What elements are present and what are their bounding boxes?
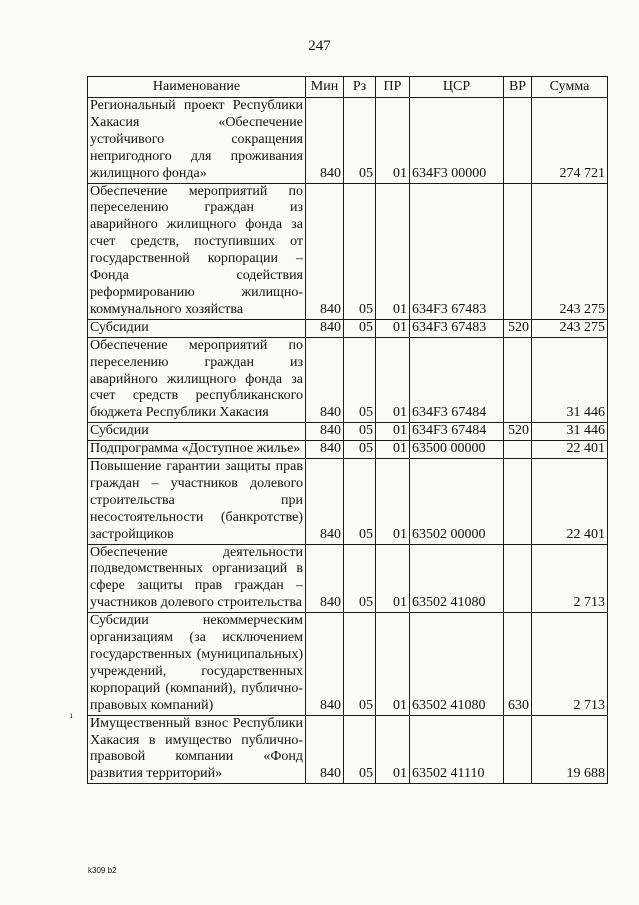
budget-table [87,76,608,784]
cell-name: Субсидии [88,423,306,441]
cell-name: Региональный проект Республики Хакасия «Обеспечение устойчивого сокращения непригодного для проживания жилищного фонда» [88,98,306,184]
cell-csr: 63502 41080 [410,613,504,715]
cell-name: Обеспечение мероприятий по переселению граждан из аварийного жилищного фонда за счет средств, поступивших от государственной корпорации – Фонда содействия реформированию жилищно-коммунального хозяйства [88,183,306,319]
header-pr: ПР [376,77,410,98]
cell-vr [504,544,532,613]
cell-name: Субсидии [88,319,306,337]
cell-sum: 243 275 [532,183,608,319]
table-row [88,613,608,715]
header-csr: ЦСР [410,77,504,98]
table-row [88,183,608,319]
page-number: 247 [308,38,331,54]
cell-rz: 05 [344,319,376,337]
cell-sum: 2 713 [532,544,608,613]
cell-name: Субсидии некоммерческим организациям (за исключением государственных (муниципальных) учреждений, государственных корпораций (компаний), публично-правовых компаний) [88,613,306,715]
cell-vr: 520 [504,319,532,337]
cell-sum: 31 446 [532,337,608,423]
cell-name: Обеспечение мероприятий по переселению граждан из аварийного жилищного фонда за счет средств республиканского бюджета Республики Хакасия [88,337,306,423]
cell-sum: 19 688 [532,715,608,784]
margin-mark: ı [70,710,73,720]
table-row [88,337,608,423]
cell-pr: 01 [376,613,410,715]
cell-pr: 01 [376,544,410,613]
cell-sum: 274 721 [532,98,608,184]
cell-csr: 63502 00000 [410,459,504,545]
cell-pr: 01 [376,183,410,319]
cell-vr: 630 [504,613,532,715]
cell-csr: 634F3 67483 [410,319,504,337]
cell-min: 840 [306,98,344,184]
cell-min: 840 [306,613,344,715]
cell-pr: 01 [376,319,410,337]
footer-code: k309 b2 [88,866,117,875]
table-row [88,423,608,441]
cell-vr [504,441,532,459]
table-row [88,715,608,784]
table-row [88,544,608,613]
cell-min: 840 [306,183,344,319]
cell-min: 840 [306,423,344,441]
cell-pr: 01 [376,715,410,784]
table-row [88,459,608,545]
cell-name: Обеспечение деятельности подведомственных организаций в сфере защиты прав граждан – участников долевого строительства [88,544,306,613]
cell-csr: 634F3 00000 [410,98,504,184]
header-name: Наименование [88,77,306,98]
cell-rz: 05 [344,613,376,715]
cell-vr [504,337,532,423]
table-row [88,441,608,459]
cell-csr: 634F3 67483 [410,183,504,319]
cell-min: 840 [306,715,344,784]
cell-csr: 63500 00000 [410,441,504,459]
cell-pr: 01 [376,423,410,441]
cell-pr: 01 [376,337,410,423]
cell-min: 840 [306,441,344,459]
cell-vr [504,715,532,784]
table-header-row [88,77,608,98]
cell-rz: 05 [344,98,376,184]
cell-rz: 05 [344,441,376,459]
header-rz: Рз [344,77,376,98]
cell-pr: 01 [376,459,410,545]
cell-csr: 634F3 67484 [410,423,504,441]
cell-rz: 05 [344,337,376,423]
cell-vr [504,459,532,545]
cell-vr: 520 [504,423,532,441]
cell-pr: 01 [376,441,410,459]
cell-min: 840 [306,459,344,545]
cell-sum: 243 275 [532,319,608,337]
cell-vr [504,183,532,319]
header-sum: Сумма [532,77,608,98]
cell-name: Имущественный взнос Республики Хакасия в имущество публично-правовой компании «Фонд развития территорий» [88,715,306,784]
cell-rz: 05 [344,544,376,613]
cell-csr: 634F3 67484 [410,337,504,423]
header-min: Мин [306,77,344,98]
cell-sum: 2 713 [532,613,608,715]
table-row [88,98,608,184]
cell-name: Повышение гарантии защиты прав граждан – участников долевого строительства при несостоятельности (банкротстве) застройщиков [88,459,306,545]
cell-csr: 63502 41080 [410,544,504,613]
cell-name: Подпрограмма «Доступное жилье» [88,441,306,459]
cell-min: 840 [306,544,344,613]
cell-min: 840 [306,337,344,423]
cell-rz: 05 [344,423,376,441]
cell-rz: 05 [344,183,376,319]
cell-vr [504,98,532,184]
cell-sum: 22 401 [532,441,608,459]
cell-pr: 01 [376,98,410,184]
cell-sum: 31 446 [532,423,608,441]
cell-csr: 63502 41110 [410,715,504,784]
header-vr: ВР [504,77,532,98]
cell-sum: 22 401 [532,459,608,545]
cell-min: 840 [306,319,344,337]
cell-rz: 05 [344,715,376,784]
table-row [88,319,608,337]
cell-rz: 05 [344,459,376,545]
